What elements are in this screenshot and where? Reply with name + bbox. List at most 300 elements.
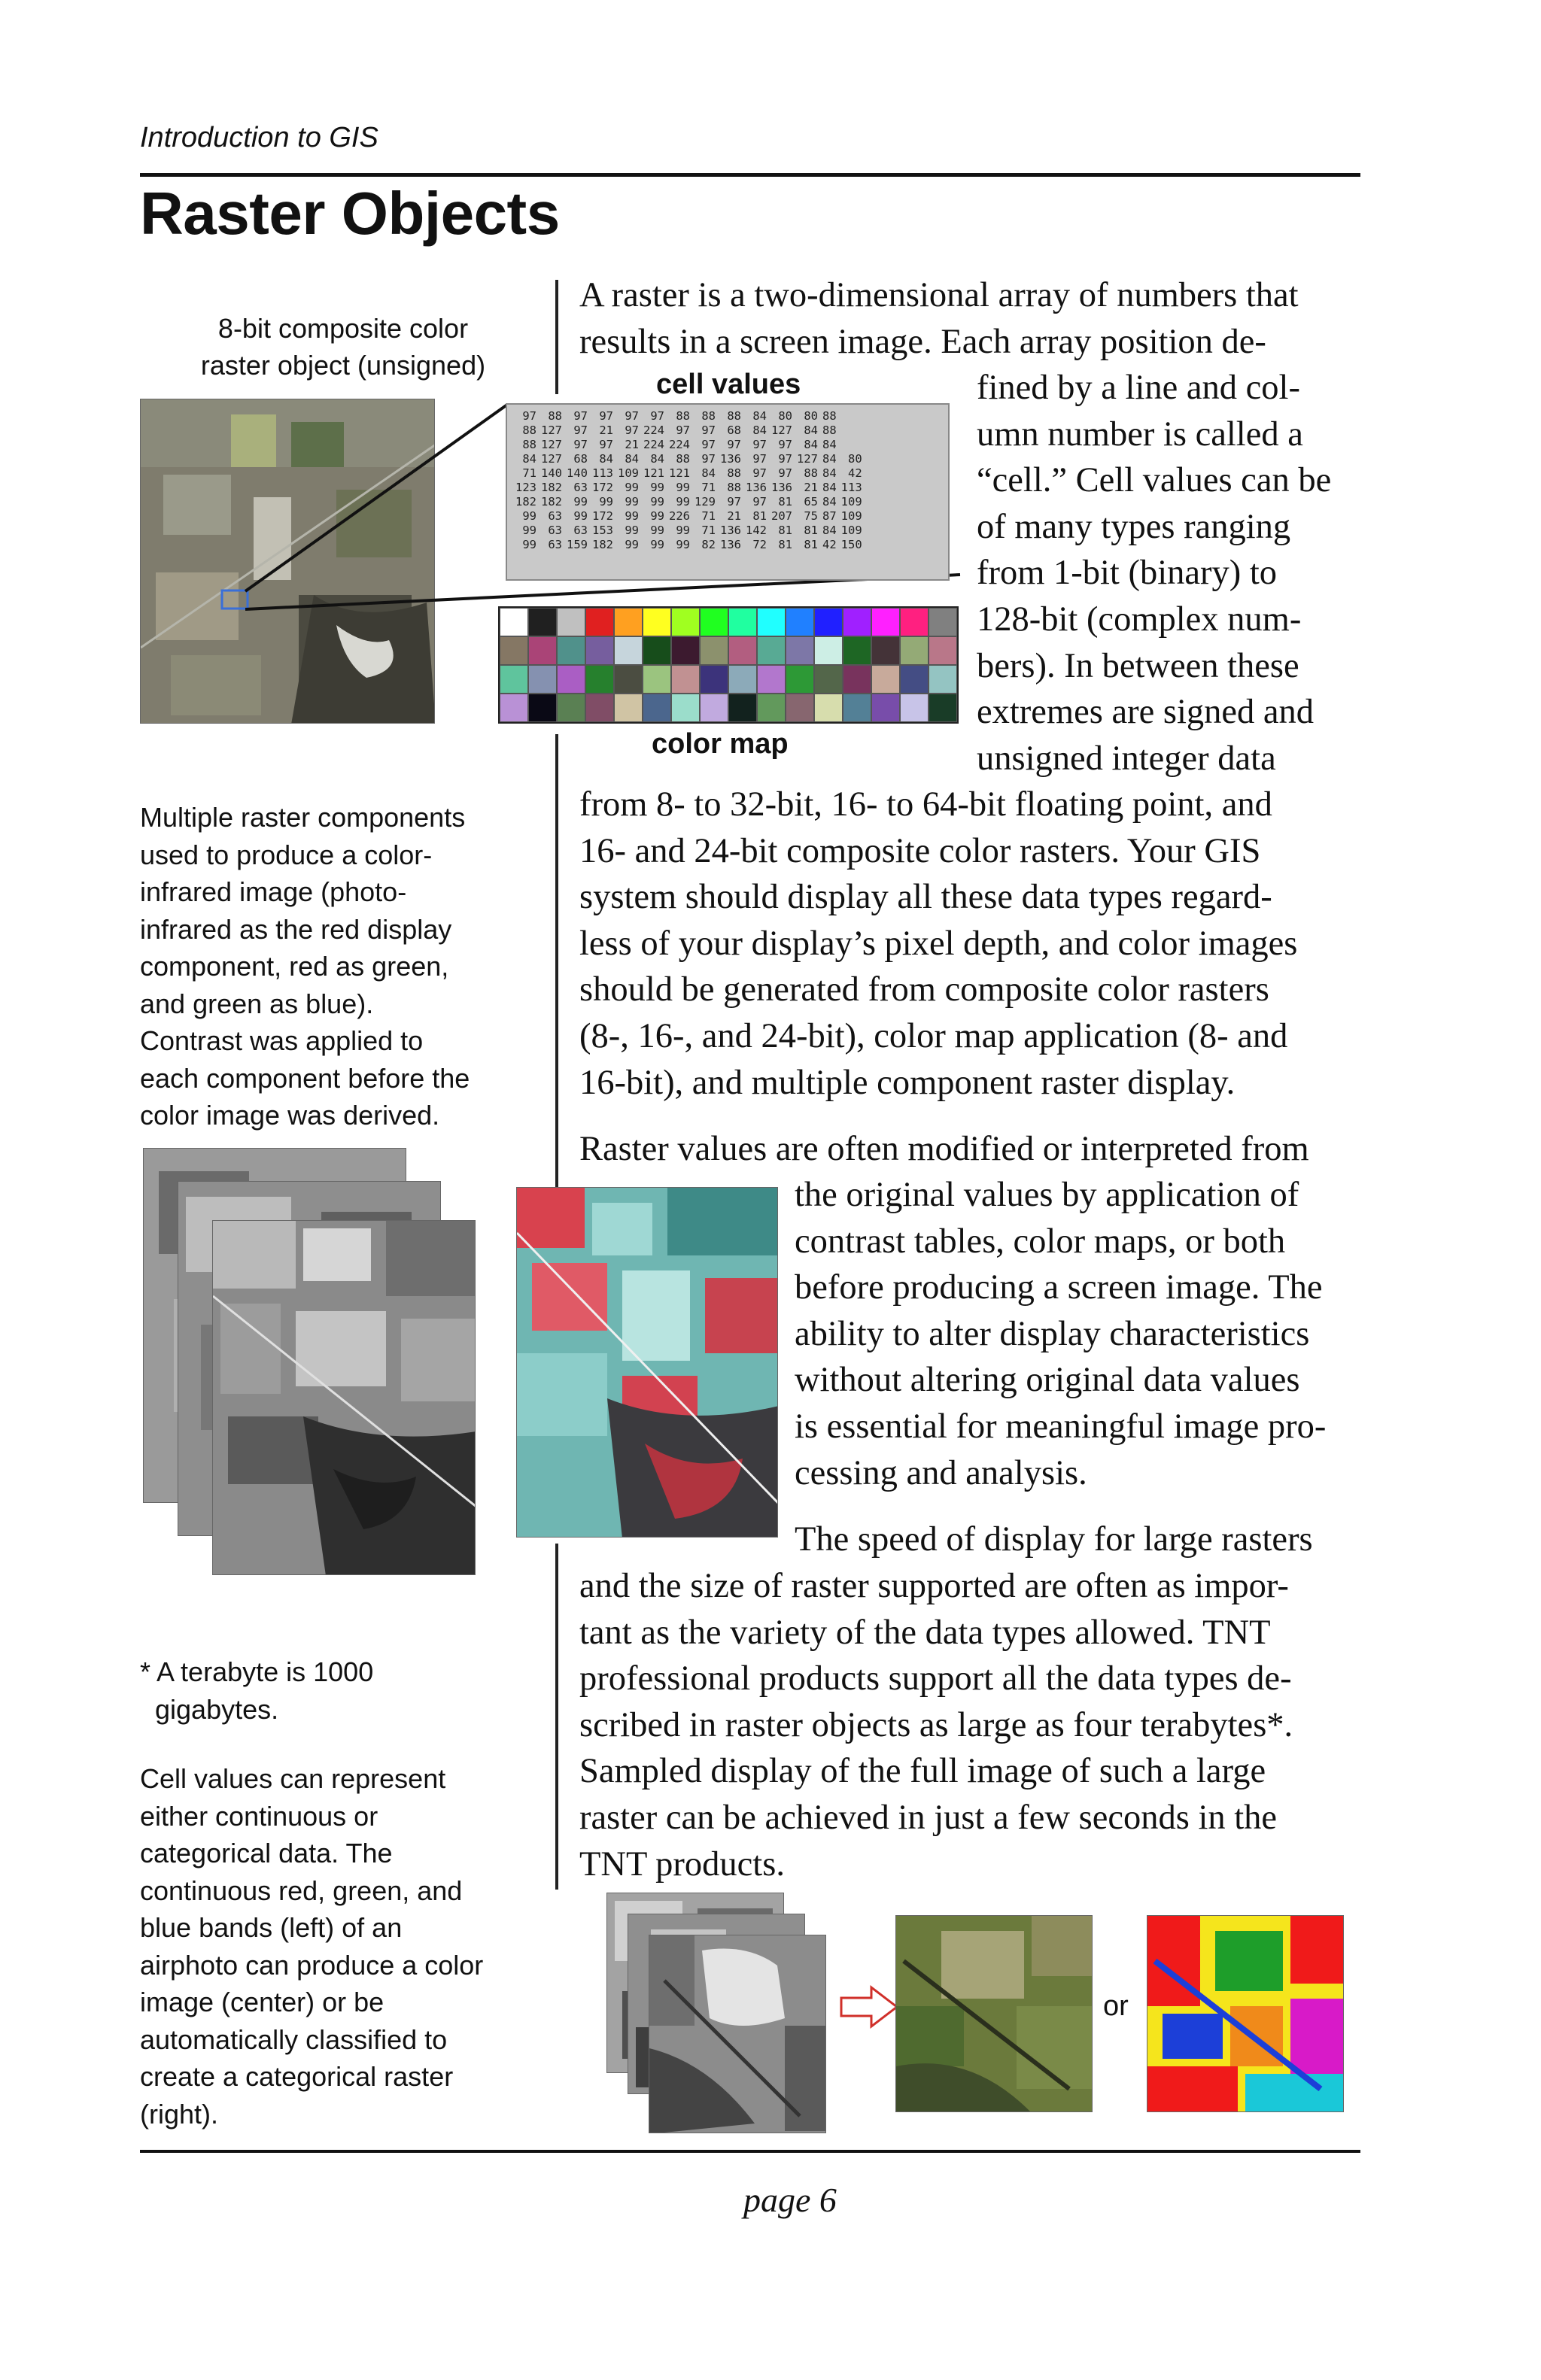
book-title: Introduction to GIS <box>140 122 378 153</box>
cell-value: 84 <box>822 481 837 494</box>
color-map-swatch <box>728 636 757 665</box>
color-map-swatch <box>528 694 557 722</box>
cell-value: 88 <box>822 409 837 423</box>
cell-value: 97 <box>778 452 792 466</box>
text-line: Cell values can represent <box>140 1763 446 1794</box>
cell-value: 80 <box>848 452 862 466</box>
page-number: page 6 <box>743 2181 837 2219</box>
cell-value: 226 <box>669 509 690 523</box>
cell-value: 84 <box>822 495 837 508</box>
cell-value: 65 <box>804 495 818 508</box>
cell-value: 99 <box>676 538 690 551</box>
cell-value: 99 <box>650 495 664 508</box>
cell-value: 99 <box>676 495 690 508</box>
color-map-swatch <box>643 608 671 636</box>
color-map-swatch <box>614 608 643 636</box>
header-rule <box>140 173 1360 177</box>
cell-value: 97 <box>752 495 767 508</box>
color-map <box>498 606 959 724</box>
cell-value: 63 <box>548 538 562 551</box>
stacked-components-figure <box>140 1148 486 1577</box>
cell-values-table <box>513 409 865 552</box>
cell-value: 97 <box>701 438 716 451</box>
color-map-swatch <box>500 636 528 665</box>
color-map-swatch <box>643 694 671 722</box>
column-divider <box>555 1544 558 1890</box>
or-label: or <box>1103 1990 1129 2022</box>
cell-value: 140 <box>541 466 562 480</box>
color-map-swatch <box>814 636 843 665</box>
color-infrared-image <box>516 1187 778 1538</box>
text-line: is essential for meaningful image pro- <box>795 1407 1327 1446</box>
cell-value: 182 <box>515 495 536 508</box>
color-map-swatch <box>814 694 843 722</box>
cell-value: 63 <box>548 509 562 523</box>
cell-value: 81 <box>804 524 818 537</box>
color-map-label: color map <box>652 728 789 760</box>
cell-value: 63 <box>573 481 588 494</box>
color-map-swatch <box>500 665 528 694</box>
cell-value: 84 <box>822 438 837 451</box>
text-line: airphoto can produce a color <box>140 1949 484 1981</box>
color-map-swatch <box>614 694 643 722</box>
paragraph-1c <box>579 782 1360 1106</box>
text-line: 16- and 24-bit composite color rasters. Your GIS <box>579 831 1261 870</box>
cell-value: 109 <box>840 509 862 523</box>
cell-value: 97 <box>727 438 741 451</box>
cell-value: 88 <box>804 466 818 480</box>
cell-value: 224 <box>643 438 664 451</box>
cell-value: 42 <box>822 538 837 551</box>
color-map-swatch <box>814 665 843 694</box>
sidenote-cell-values <box>140 1760 546 2133</box>
color-map-swatch <box>871 608 900 636</box>
color-map-swatch <box>528 636 557 665</box>
footer-rule <box>140 2150 1360 2153</box>
cell-value: 75 <box>804 509 818 523</box>
cell-value: 172 <box>592 509 613 523</box>
text-line: image (center) or be <box>140 1987 384 2017</box>
sidenote-multiple-components <box>140 799 531 1134</box>
color-map-swatch <box>786 608 814 636</box>
cell-value: 99 <box>676 481 690 494</box>
color-map-swatch <box>557 665 585 694</box>
cell-value: 121 <box>669 466 690 480</box>
cell-value: 127 <box>541 438 562 451</box>
cell-value: 97 <box>573 438 588 451</box>
color-map-swatch <box>757 608 786 636</box>
text-line: fined by a line and col- <box>977 369 1300 407</box>
text-line: Contrast was applied to <box>140 1025 424 1056</box>
color-map-swatch <box>585 694 614 722</box>
color-map-swatch <box>757 636 786 665</box>
cell-value: 99 <box>650 538 664 551</box>
color-airphoto <box>895 1915 1093 2112</box>
cell-value: 88 <box>727 481 741 494</box>
cell-value: 84 <box>752 409 767 423</box>
color-map-swatch <box>528 665 557 694</box>
color-map-swatch <box>643 665 671 694</box>
cell-value: 97 <box>701 452 716 466</box>
cell-value: 136 <box>746 481 767 494</box>
text-line: umn number is called a <box>977 414 1303 454</box>
cell-value: 21 <box>727 509 741 523</box>
color-map-swatch <box>871 636 900 665</box>
cell-value: 159 <box>567 538 588 551</box>
text-line: results in a screen image. Each array position de- <box>579 322 1266 361</box>
cell-value: 99 <box>676 524 690 537</box>
cell-values-row <box>513 481 865 495</box>
cell-value: 88 <box>522 423 536 437</box>
cell-value: 99 <box>573 495 588 508</box>
figure1-caption <box>140 310 546 384</box>
cell-value: 182 <box>592 538 613 551</box>
paragraph-3a <box>795 1516 1360 1563</box>
cell-value: 99 <box>650 524 664 537</box>
text-line: used to produce a color- <box>140 839 433 870</box>
color-map-swatch <box>900 608 929 636</box>
cell-value: 97 <box>599 438 613 451</box>
text-line: of many types ranging <box>977 507 1291 546</box>
right-arrow-icon <box>840 1984 900 2029</box>
cell-value: 109 <box>840 495 862 508</box>
cell-value: 97 <box>625 409 639 423</box>
text-line: tant as the variety of the data types allowed. TNT <box>579 1613 1271 1652</box>
color-map-swatch <box>871 665 900 694</box>
cell-value: 97 <box>778 466 792 480</box>
cell-value: 87 <box>822 509 837 523</box>
cell-value: 68 <box>573 452 588 466</box>
cell-value: 84 <box>822 452 837 466</box>
color-map-swatch <box>929 636 957 665</box>
color-map-swatch <box>557 636 585 665</box>
cell-value: 88 <box>727 466 741 480</box>
cell-value: 97 <box>778 438 792 451</box>
text-line: from 8- to 32-bit, 16- to 64-bit floating point, and <box>579 785 1272 824</box>
cell-value: 97 <box>650 409 664 423</box>
color-map-swatch <box>614 665 643 694</box>
cell-value: 84 <box>522 452 536 466</box>
cell-values-row <box>513 409 865 423</box>
cell-value: 97 <box>599 409 613 423</box>
text-line: raster can be achieved in just a few seconds in the <box>579 1798 1278 1837</box>
text-line: Multiple raster components <box>140 802 466 833</box>
cell-value: 99 <box>625 524 639 537</box>
cell-value: 97 <box>625 423 639 437</box>
cell-value: 97 <box>573 409 588 423</box>
text-line: component, red as green, <box>140 951 449 982</box>
cell-values-row <box>513 538 865 552</box>
color-map-swatch <box>929 694 957 722</box>
text-line: bers). In between these <box>977 646 1299 685</box>
cell-value: 140 <box>567 466 588 480</box>
cell-values-label: cell values <box>656 369 801 400</box>
color-map-swatch <box>528 608 557 636</box>
color-map-swatch <box>585 665 614 694</box>
text-line: color image was derived. <box>140 1100 440 1131</box>
color-map-swatch <box>671 665 700 694</box>
cell-value: 109 <box>840 524 862 537</box>
text-line: Sampled display of the full image of such a large <box>579 1752 1266 1791</box>
color-map-swatch <box>900 665 929 694</box>
cell-value: 99 <box>625 509 639 523</box>
cell-value: 142 <box>746 524 767 537</box>
cell-value: 68 <box>727 423 741 437</box>
cell-value: 129 <box>695 495 716 508</box>
cell-value: 97 <box>752 438 767 451</box>
color-map-swatch <box>700 665 728 694</box>
cell-value: 113 <box>840 481 862 494</box>
rgb-bands-figure <box>606 1893 832 2133</box>
color-map-swatch <box>786 665 814 694</box>
color-map-swatch <box>929 608 957 636</box>
color-map-swatch <box>585 636 614 665</box>
cell-value: 71 <box>701 481 716 494</box>
cell-values-row <box>513 524 865 538</box>
cell-values-row <box>513 438 865 452</box>
text-line: A raster is a two-dimensional array of numbers that <box>579 276 1299 314</box>
cell-value: 97 <box>701 423 716 437</box>
cell-value: 21 <box>599 423 613 437</box>
cell-value: 63 <box>548 524 562 537</box>
text-line: system should display all these data types regard- <box>579 878 1272 917</box>
cell-value: 182 <box>541 481 562 494</box>
color-map-swatch <box>500 608 528 636</box>
cell-value: 81 <box>752 509 767 523</box>
color-map-swatch <box>557 608 585 636</box>
cell-value: 21 <box>804 481 818 494</box>
cell-value: 207 <box>771 509 792 523</box>
cell-values-row <box>513 423 865 438</box>
cell-value: 88 <box>822 423 837 437</box>
color-map-swatch <box>557 694 585 722</box>
cell-value: 99 <box>625 495 639 508</box>
text-line: and the size of raster supported are often as impor- <box>579 1567 1289 1605</box>
cell-value: 121 <box>643 466 664 480</box>
text-line: without altering original data values <box>795 1361 1300 1400</box>
color-map-swatch <box>671 636 700 665</box>
cell-value: 172 <box>592 481 613 494</box>
cell-value: 153 <box>592 524 613 537</box>
text-line: (8-, 16-, and 24-bit), color map application (8- and <box>579 1016 1288 1055</box>
cell-value: 99 <box>650 509 664 523</box>
text-line: scribed in raster objects as large as four terabytes*. <box>579 1705 1293 1744</box>
text-line: “cell.” Cell values can be <box>977 461 1332 500</box>
cell-value: 81 <box>778 524 792 537</box>
text-line: create a categorical raster <box>140 2061 454 2092</box>
text-line: TNT products. <box>579 1844 785 1884</box>
cell-value: 63 <box>573 524 588 537</box>
color-map-swatch <box>786 694 814 722</box>
text-line: each component before the <box>140 1062 470 1094</box>
page-title: Raster Objects <box>140 180 560 247</box>
cell-value: 224 <box>643 423 664 437</box>
color-map-swatch <box>643 636 671 665</box>
paragraph-3b <box>579 1563 1360 1887</box>
text-line: infrared as the red display <box>140 913 452 945</box>
cell-value: 84 <box>804 438 818 451</box>
text-line: should be generated from composite color rasters <box>579 970 1269 1009</box>
cell-value: 224 <box>669 438 690 451</box>
cell-values-row <box>513 466 865 481</box>
text-line: automatically classified to <box>140 2023 448 2055</box>
color-map-swatch <box>757 694 786 722</box>
text-line: categorical data. The <box>140 1838 393 1868</box>
text-line: from 1-bit (binary) to <box>977 554 1278 593</box>
text-line: less of your display’s pixel depth, and color images <box>579 924 1298 963</box>
terabyte-footnote <box>140 1653 531 1728</box>
cell-value: 82 <box>701 538 716 551</box>
paragraph-1b <box>977 365 1360 782</box>
text-line: before producing a screen image. The <box>795 1268 1323 1307</box>
cell-values-row <box>513 495 865 509</box>
cell-values-row <box>513 452 865 466</box>
cell-value: 80 <box>778 409 792 423</box>
text-line: and green as blue). <box>140 988 374 1019</box>
color-map-swatch <box>728 694 757 722</box>
cell-value: 99 <box>573 509 588 523</box>
cell-value: 123 <box>515 481 536 494</box>
text-line: infrared image (photo- <box>140 876 407 907</box>
color-map-swatch <box>614 636 643 665</box>
caption-line: raster object (unsigned) <box>200 350 486 381</box>
text-line: unsigned integer data <box>977 739 1276 778</box>
color-map-swatch <box>671 694 700 722</box>
text-line: Raster values are often modified or interpreted from <box>579 1130 1309 1168</box>
component-image <box>212 1220 476 1575</box>
text-line: the original values by application of <box>795 1176 1299 1214</box>
cell-value: 80 <box>804 409 818 423</box>
color-map-swatch <box>900 694 929 722</box>
cell-value: 84 <box>701 466 716 480</box>
text-line: ability to alter display characteristics <box>795 1314 1310 1353</box>
cell-value: 84 <box>752 423 767 437</box>
cell-value: 81 <box>778 538 792 551</box>
color-map-swatch <box>728 608 757 636</box>
cell-value: 136 <box>720 524 741 537</box>
color-map-swatch <box>814 608 843 636</box>
cell-value: 99 <box>522 509 536 523</box>
cell-value: 136 <box>720 538 741 551</box>
paragraph-2a <box>579 1126 1360 1173</box>
cell-value: 136 <box>771 481 792 494</box>
cell-value: 99 <box>625 538 639 551</box>
color-map-swatch <box>871 694 900 722</box>
cell-value: 84 <box>650 452 664 466</box>
cell-value: 81 <box>778 495 792 508</box>
color-map-swatch <box>700 694 728 722</box>
band-image <box>649 1935 826 2133</box>
cell-values-grid <box>506 403 950 581</box>
cell-value: 127 <box>797 452 818 466</box>
cell-value: 88 <box>522 438 536 451</box>
text-line: professional products support all the data types de- <box>579 1659 1292 1698</box>
cell-value: 127 <box>541 423 562 437</box>
text-line: (right). <box>140 2098 219 2130</box>
cell-value: 88 <box>676 409 690 423</box>
color-map-swatch <box>843 636 871 665</box>
color-map-swatch <box>728 665 757 694</box>
classified-raster <box>1147 1915 1344 2112</box>
cell-value: 71 <box>701 509 716 523</box>
text-line: contrast tables, color maps, or both <box>795 1222 1286 1261</box>
column-divider <box>555 280 558 394</box>
color-map-swatch <box>585 608 614 636</box>
cell-value: 84 <box>804 423 818 437</box>
cell-value: 84 <box>822 524 837 537</box>
cell-value: 97 <box>522 409 536 423</box>
cell-value: 84 <box>599 452 613 466</box>
text-line: 16-bit), and multiple component raster display. <box>579 1063 1236 1102</box>
cell-value: 99 <box>650 481 664 494</box>
cell-value: 88 <box>548 409 562 423</box>
cell-value: 99 <box>522 524 536 537</box>
cell-value: 84 <box>625 452 639 466</box>
text-line: either continuous or <box>140 1800 378 1832</box>
text-line: gigabytes. <box>140 1693 279 1725</box>
cell-value: 21 <box>625 438 639 451</box>
cell-value: 99 <box>625 481 639 494</box>
color-map-swatch <box>843 608 871 636</box>
cell-value: 97 <box>727 495 741 508</box>
cell-value: 97 <box>573 423 588 437</box>
cell-value: 97 <box>676 423 690 437</box>
caption-line: 8-bit composite color <box>217 313 469 344</box>
cell-value: 150 <box>840 538 862 551</box>
cell-value: 42 <box>848 466 862 480</box>
paragraph-1a <box>579 272 1360 365</box>
cell-value: 88 <box>727 409 741 423</box>
cell-value: 127 <box>771 423 792 437</box>
color-map-swatch <box>843 665 871 694</box>
color-map-swatch <box>786 636 814 665</box>
cell-value: 99 <box>522 538 536 551</box>
cell-value: 81 <box>804 538 818 551</box>
text-line: extremes are signed and <box>977 693 1315 732</box>
cell-value: 127 <box>541 452 562 466</box>
cell-value: 88 <box>676 452 690 466</box>
text-line: cessing and analysis. <box>795 1453 1087 1492</box>
cell-value: 84 <box>822 466 837 480</box>
text-line: * A terabyte is 1000 <box>140 1656 374 1687</box>
cell-value: 97 <box>752 452 767 466</box>
cell-value: 182 <box>541 495 562 508</box>
text-line: blue bands (left) of an <box>140 1912 403 1943</box>
cell-value: 109 <box>618 466 639 480</box>
cell-value: 71 <box>522 466 536 480</box>
cell-value: 136 <box>720 452 741 466</box>
cell-value: 72 <box>752 538 767 551</box>
cell-value: 113 <box>592 466 613 480</box>
cell-value: 97 <box>752 466 767 480</box>
cell-values-row <box>513 509 865 524</box>
text-line: 128-bit (complex num- <box>977 600 1302 639</box>
text-line: continuous red, green, and <box>140 1875 463 1906</box>
color-map-swatch <box>900 636 929 665</box>
color-map-swatch <box>500 694 528 722</box>
color-map-swatch <box>843 694 871 722</box>
color-map-swatch <box>671 608 700 636</box>
color-map-swatch <box>757 665 786 694</box>
cell-value: 88 <box>701 409 716 423</box>
color-map-swatch <box>700 636 728 665</box>
color-map-swatch <box>929 665 957 694</box>
text-line: The speed of display for large rasters <box>795 1520 1313 1559</box>
cell-value: 71 <box>701 524 716 537</box>
paragraph-2b <box>795 1172 1360 1496</box>
color-map-swatch <box>700 608 728 636</box>
cell-value: 99 <box>599 495 613 508</box>
